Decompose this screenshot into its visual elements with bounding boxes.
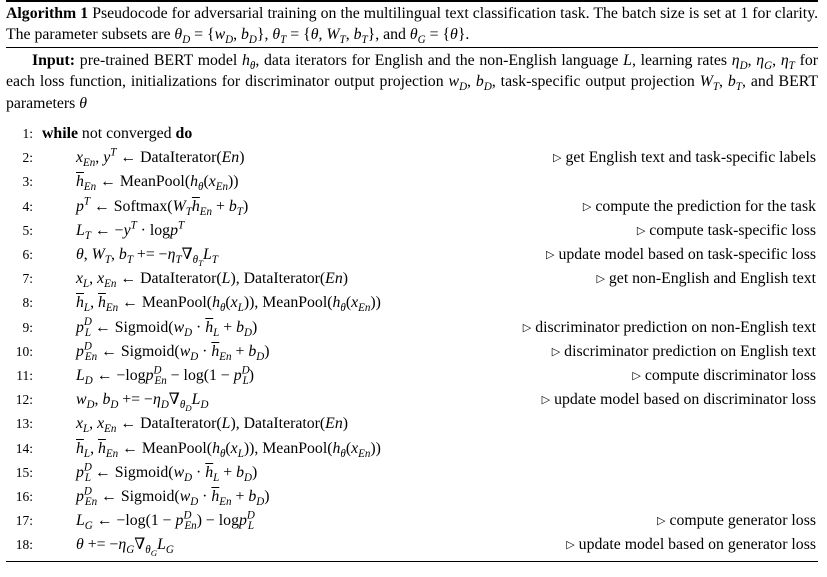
caption-text: Pseudocode for adversarial training on the multilingual text classification task. The batch size is set at 1 for clarity. The parameter subsets are $\theta_D = \{w_D$, $b_D$}, $\theta_T = \{\theta$, $W_T$, $b_T$}, and $\theta_G = \{\theta\}$.	[6, 4, 819, 46]
comment-triangle-icon: ▷	[636, 224, 646, 237]
line-statement: $p^D_{En}$ ← $Sigmoid(w_D \cdot \overline{h}_{En} + b_D)$	[76, 340, 270, 363]
algorithm-block	[6, 0, 818, 562]
algorithm-line	[6, 267, 818, 291]
algorithm-line	[6, 437, 818, 461]
algorithm-line	[6, 533, 818, 557]
line-statement: $x_L$, $x_{En}$ ← DataIterator(L), DataIterator(En)	[76, 270, 348, 291]
line-number: 15:	[15, 464, 33, 480]
line-number: 6:	[22, 247, 33, 263]
line-statement: $p^D_L$ ← $Sigmoid(w_D \cdot \overline{h}_L + b_D)$	[76, 316, 258, 339]
algorithm-line	[6, 509, 818, 533]
comment-triangle-icon: ▷	[522, 321, 532, 334]
line-comment: ▷ compute generator loss	[657, 512, 816, 530]
line-comment: ▷ discriminator prediction on English text	[551, 342, 816, 360]
line-comment: ▷ get English text and task-specific labels	[553, 149, 816, 167]
line-number: 13:	[15, 416, 33, 432]
line-statement: $\theta += -\eta_G\nabla_{\theta_G}L_G$	[76, 536, 174, 559]
line-number: 14:	[15, 440, 33, 456]
comment-triangle-icon: ▷	[566, 539, 575, 552]
line-number: 10:	[15, 343, 33, 359]
algorithm-line	[6, 485, 818, 509]
algorithm-line	[6, 146, 818, 170]
line-comment: ▷ compute discriminator loss	[632, 366, 816, 384]
algorithm-line	[6, 291, 818, 315]
algorithm-line	[6, 195, 818, 219]
input-paragraph	[6, 48, 818, 118]
line-statement: $x_L$, $x_{En}$ ← DataIterator(L), DataIterator(En)	[76, 415, 348, 436]
algorithm-line	[6, 364, 818, 388]
algorithm-line	[6, 388, 818, 412]
input-label: Input:	[32, 51, 76, 69]
comment-triangle-icon: ▷	[553, 152, 562, 165]
line-comment: ▷ discriminator prediction on non-English text	[522, 318, 816, 336]
line-number: 12:	[15, 392, 33, 408]
comment-triangle-icon: ▷	[582, 200, 592, 213]
line-number: 1:	[22, 126, 33, 142]
algorithm-line	[6, 219, 818, 243]
line-number: 4:	[22, 198, 33, 214]
line-number: 16:	[15, 488, 33, 504]
comment-triangle-icon: ▷	[657, 515, 666, 528]
line-comment: ▷ update model based on generator loss	[566, 536, 816, 554]
line-number: 2:	[22, 150, 33, 166]
line-statement: $\overline{h}_L$, $\overline{h}_{En}$ ← $MeanPool(h_\theta(x_L))$, $MeanPool(h_\theta(x_{En}))$	[76, 294, 381, 315]
algorithm-caption	[6, 2, 818, 47]
line-statement: $w_D$, $b_D += -\eta_D\nabla_{\theta_D}L_D$	[76, 391, 209, 414]
algorithm-line	[6, 170, 818, 194]
line-number: 7:	[22, 271, 33, 287]
line-comment: ▷ compute task-specific loss	[636, 221, 816, 239]
line-number: 8:	[22, 295, 33, 311]
algorithm-line	[6, 461, 818, 485]
algorithm-line	[6, 316, 818, 340]
line-statement: $p^T$ ← $Softmax(W_T\overline{h}_{En} + b_T)$	[76, 195, 249, 218]
line-number: 5:	[22, 222, 33, 238]
line-comment: ▷ compute the prediction for the task	[582, 197, 816, 215]
comment-triangle-icon: ▷	[546, 249, 555, 262]
line-statement: while not converged do	[42, 125, 193, 143]
comment-triangle-icon: ▷	[551, 345, 561, 358]
comment-triangle-icon: ▷	[541, 394, 551, 407]
line-comment: ▷ update model based on discriminator loss	[541, 391, 816, 409]
line-statement: $p^D_L$ ← $Sigmoid(w_D \cdot \overline{h}_L + b_D)$	[76, 461, 258, 484]
algorithm-line	[6, 243, 818, 267]
comment-triangle-icon: ▷	[632, 369, 641, 382]
line-number: 17:	[15, 513, 33, 529]
line-comment: ▷ get non-English and English text	[596, 270, 816, 288]
input-text: pre-trained BERT model $h_\theta$, data iterators for English and the non-English language L, learning rates $\eta_D$, $\eta_G$, $\eta_T$ for each loss function, initializations for discriminator output projection $w_D$, $b_D$, task-specific output projection $W_T$, $b_T$, and BERT parameters θ	[6, 51, 818, 112]
line-statement: $\overline{h}_{En}$ ← $MeanPool(h_\theta(x_{En}))$	[76, 173, 239, 194]
line-statement: $L_D$ ← $-\log p^D_{En} - \log(1 - p^D_L)$	[76, 364, 255, 388]
bottom-rule	[6, 561, 818, 562]
line-comment: ▷ update model based on task-specific loss	[546, 246, 816, 264]
line-number: 11:	[16, 367, 33, 383]
line-statement: $L_T$ ← $-y^T \cdot \log p^T$	[76, 219, 185, 242]
algorithm-line	[6, 412, 818, 436]
line-statement: $p^D_{En}$ ← $Sigmoid(w_D \cdot \overline{h}_{En} + b_D)$	[76, 485, 270, 509]
line-statement: $L_G$ ← $-\log(1 - p^D_{En}) - \log p^D_L$	[76, 509, 255, 533]
comment-triangle-icon: ▷	[596, 273, 605, 286]
caption-label: Algorithm 1	[6, 4, 89, 22]
algorithm-lines	[6, 117, 818, 561]
line-statement: θ, $W_T$, $b_T += -\eta_T\nabla_{\theta_T}L_T$	[76, 246, 218, 269]
line-number: 9:	[22, 319, 33, 335]
algorithm-line	[6, 122, 818, 146]
line-statement: $x_{En}$, $y^T$ ← DataIterator(En)	[76, 147, 245, 170]
line-number: 3:	[22, 174, 33, 190]
line-statement: $\overline{h}_L$, $\overline{h}_{En}$ ← $MeanPool(h_\theta(x_L))$, $MeanPool(h_\theta(x_{En}))$	[76, 439, 381, 460]
algorithm-line	[6, 340, 818, 364]
line-number: 18:	[15, 537, 33, 553]
